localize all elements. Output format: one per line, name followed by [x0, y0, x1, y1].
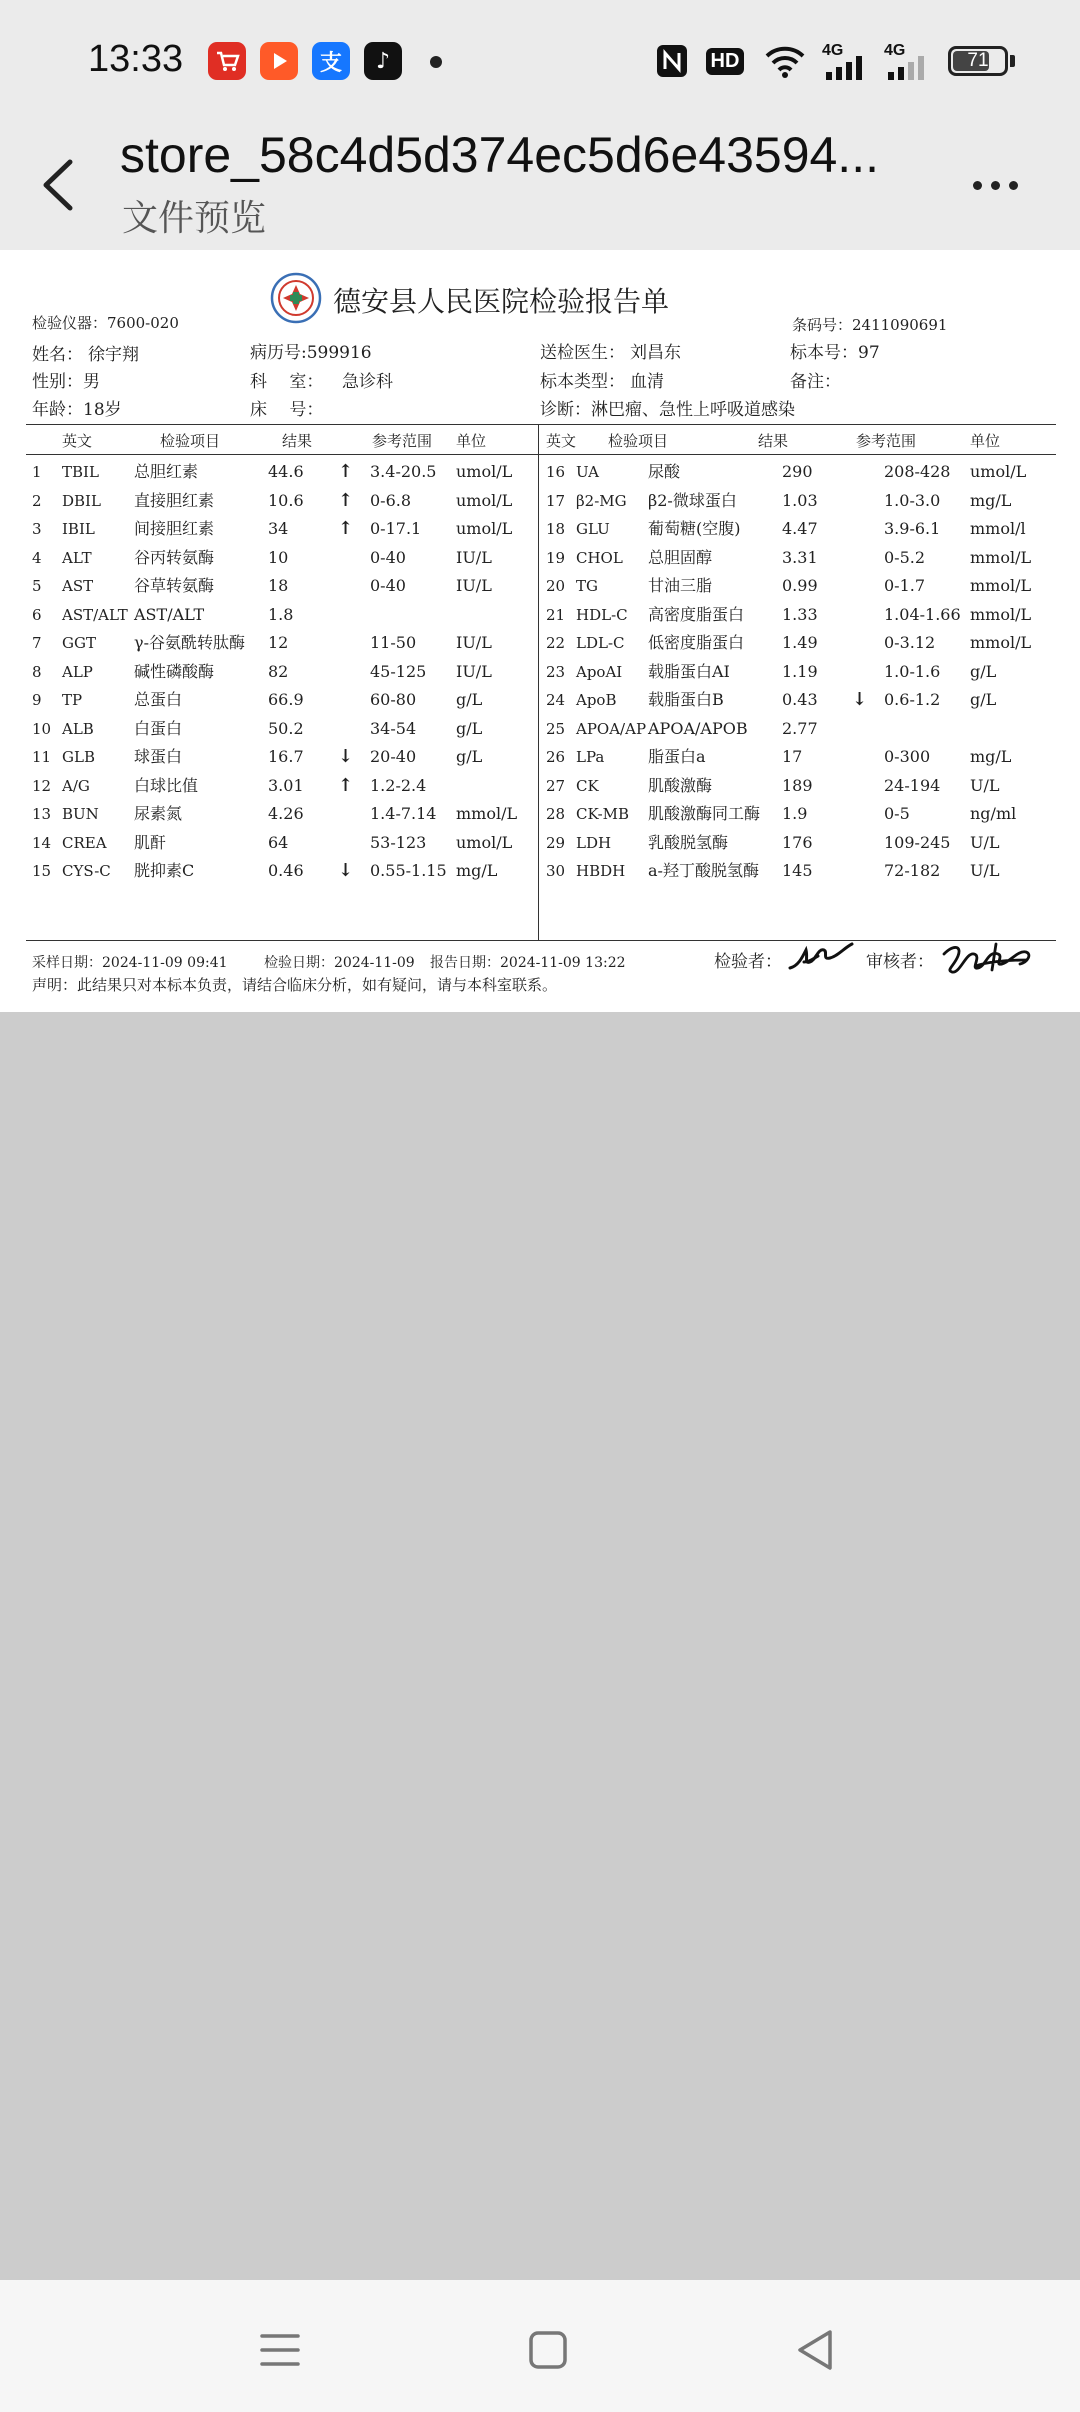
- table-row: [0, 772, 1080, 800]
- row-number: 22: [546, 634, 566, 652]
- sample-number: 标本号：97: [790, 343, 880, 363]
- row-item: 直接胆红素: [134, 490, 215, 510]
- row-item: 肌酸激酶: [648, 775, 713, 795]
- row-result: 176: [782, 832, 813, 852]
- report-date: 报告日期：2024-11-09 13:22: [430, 955, 626, 971]
- row-range: 0-1.7: [884, 576, 926, 595]
- row-number: 12: [32, 776, 52, 795]
- row-number: 25: [546, 719, 566, 738]
- row-number: 19: [546, 548, 566, 567]
- battery-cap: [1010, 55, 1015, 67]
- row-result: 64: [268, 832, 289, 852]
- row-result: 189: [782, 775, 813, 795]
- row-code: DBIL: [62, 491, 101, 510]
- row-result: 290: [782, 462, 813, 481]
- table-row: [0, 629, 1080, 657]
- row-flag: ↓: [338, 746, 354, 767]
- table-row: [0, 544, 1080, 572]
- barcode: 条码号：2411090691: [792, 316, 948, 334]
- row-unit: IU/L: [456, 576, 492, 595]
- row-result: 50.2: [268, 718, 304, 738]
- battery-text: 71: [967, 50, 989, 71]
- row-item: 载脂蛋白B: [648, 690, 724, 709]
- row-code: LDL-C: [576, 634, 625, 652]
- row-number: 30: [546, 862, 566, 880]
- row-result: 34: [268, 519, 289, 538]
- row-item: 球蛋白: [134, 747, 183, 766]
- row-item: 总胆固醇: [648, 547, 713, 567]
- row-code: UA: [576, 463, 600, 481]
- row-result: 2.77: [782, 718, 818, 738]
- row-number: 7: [32, 634, 42, 652]
- cell-signal-1-icon: [822, 42, 872, 80]
- row-number: 28: [546, 805, 566, 823]
- hd-voice-icon: [704, 42, 746, 80]
- row-number: 4: [32, 548, 42, 567]
- row-range: 0-5.2: [884, 547, 926, 567]
- back-button[interactable]: [30, 140, 90, 230]
- row-range: 0.55-1.15: [370, 861, 447, 880]
- row-number: 16: [546, 463, 566, 481]
- col-header-result: 结果: [758, 432, 789, 450]
- row-range: 208-428: [884, 462, 951, 481]
- shopping-cart-app-icon: [208, 42, 246, 80]
- reviewer-label: 审核者：: [866, 952, 934, 972]
- row-item: 低密度脂蛋白: [648, 633, 745, 652]
- row-code: ApoAI: [576, 662, 623, 681]
- row-code: GLB: [62, 748, 95, 766]
- row-code: IBIL: [62, 520, 95, 538]
- table-row: [0, 829, 1080, 857]
- row-item: 甘油三脂: [648, 576, 713, 595]
- row-unit: mmol/L: [456, 804, 518, 823]
- col-header-en: 英文: [62, 432, 93, 450]
- patient-gender: 性别：男: [32, 372, 100, 392]
- disclaimer: 声明：此结果只对本标本负责，请结合临床分析，如有疑问，请与本科室联系。: [32, 976, 558, 994]
- table-row: [0, 572, 1080, 600]
- row-range: 72-182: [884, 861, 941, 880]
- row-code: AST/ALT: [62, 605, 128, 624]
- instrument: 检验仪器：7600-020: [32, 314, 179, 332]
- row-result: 4.26: [268, 804, 304, 823]
- row-unit: IU/L: [456, 633, 492, 652]
- row-range: 0-300: [884, 747, 931, 766]
- row-code: β2-MG: [576, 491, 627, 510]
- row-unit: U/L: [970, 775, 1000, 795]
- wifi-icon: [762, 42, 808, 80]
- row-code: CYS-C: [62, 862, 111, 880]
- row-number: 15: [32, 862, 52, 880]
- row-item: 谷丙转氨酶: [134, 547, 215, 567]
- record-number: 病历号:599916: [250, 343, 372, 363]
- table-row: [0, 686, 1080, 714]
- table-row: [0, 458, 1080, 486]
- battery-icon: [948, 46, 1008, 76]
- row-number: 8: [32, 662, 42, 681]
- row-flag: ↓: [338, 860, 354, 881]
- table-row: [0, 743, 1080, 771]
- row-result: 16.7: [268, 747, 304, 766]
- row-unit: U/L: [970, 861, 1000, 880]
- table-row: [0, 715, 1080, 743]
- row-result: 12: [268, 633, 289, 652]
- row-range: 60-80: [370, 690, 417, 709]
- row-flag: ↓: [852, 689, 868, 710]
- row-item: a-羟丁酸脱氢酶: [648, 861, 759, 880]
- row-result: 3.31: [782, 547, 818, 567]
- row-result: 82: [268, 661, 289, 681]
- row-number: 23: [546, 662, 566, 681]
- table-row: [0, 857, 1080, 885]
- row-code: APOA/AP: [576, 719, 647, 738]
- row-code: ALB: [62, 719, 94, 738]
- more-dot-icon: [973, 181, 982, 190]
- row-item: 尿素氮: [134, 804, 183, 823]
- row-range: 0-40: [370, 547, 406, 567]
- row-range: 0-6.8: [370, 490, 412, 510]
- video-play-app-icon: [260, 42, 298, 80]
- row-flag: ↑: [338, 518, 354, 539]
- row-code: ALT: [62, 548, 92, 567]
- row-flag: ↑: [338, 774, 354, 796]
- table-header-rule: [26, 454, 1056, 455]
- row-code: LDH: [576, 833, 612, 852]
- more-options-button[interactable]: [960, 165, 1030, 205]
- row-unit: g/L: [456, 690, 483, 709]
- row-result: 0.46: [268, 861, 304, 880]
- patient-name-label: 姓名：: [32, 345, 83, 365]
- row-range: 3.9-6.1: [884, 519, 941, 538]
- row-result: 0.43: [782, 690, 818, 709]
- row-result: 1.19: [782, 661, 818, 681]
- row-unit: umol/L: [970, 462, 1027, 481]
- hospital-seal-logo: [270, 272, 322, 324]
- row-number: 26: [546, 748, 566, 766]
- row-unit: mg/L: [970, 747, 1012, 766]
- row-code: CK-MB: [576, 805, 630, 823]
- row-item: 脂蛋白a: [648, 747, 706, 766]
- clock: 13:33: [88, 38, 184, 80]
- doctor-label: 送检医生：: [540, 343, 625, 363]
- row-result: 18: [268, 576, 289, 595]
- row-range: 0-5: [884, 804, 910, 823]
- more-dot-icon: [991, 181, 1000, 190]
- patient-name: 徐宇翔: [88, 345, 139, 365]
- row-range: 45-125: [370, 661, 427, 681]
- table-row: [0, 515, 1080, 543]
- row-code: CREA: [62, 833, 107, 852]
- row-range: 1.0-1.6: [884, 661, 941, 681]
- system-nav-bar: [0, 2280, 1080, 2412]
- page-title: store_58c4d5d374ec5d6e43594...: [120, 127, 879, 183]
- doctor-name: 刘昌东: [630, 343, 681, 363]
- department: 急诊科: [342, 372, 393, 392]
- row-unit: mmol/L: [970, 547, 1032, 567]
- sample-date: 采样日期：2024-11-09 09:41: [32, 955, 228, 971]
- row-result: 1.9: [782, 804, 808, 823]
- bed-number: 床 号：: [250, 400, 324, 420]
- table-row: [0, 601, 1080, 629]
- row-result: 0.99: [782, 576, 818, 595]
- row-number: 24: [546, 691, 566, 709]
- row-range: 0.6-1.2: [884, 690, 941, 709]
- row-unit: ng/ml: [970, 804, 1017, 823]
- row-code: TG: [576, 577, 598, 595]
- row-result: 10: [268, 547, 289, 567]
- row-code: ALP: [62, 662, 93, 681]
- row-code: A/G: [62, 776, 90, 795]
- row-number: 20: [546, 577, 566, 595]
- row-item: β2-微球蛋白: [648, 490, 737, 510]
- department-label: 科 室：: [250, 372, 324, 392]
- row-item: 间接胆红素: [134, 519, 215, 538]
- hd-label: HD: [706, 48, 745, 75]
- more-dot-icon: [1009, 181, 1018, 190]
- row-result: 1.49: [782, 633, 818, 652]
- table-row: [0, 800, 1080, 828]
- row-result: 1.03: [782, 490, 818, 510]
- test-date: 检验日期：2024-11-09: [264, 955, 415, 971]
- row-range: 0-17.1: [370, 519, 422, 538]
- row-unit: mg/L: [456, 861, 498, 880]
- row-result: 1.33: [782, 604, 818, 624]
- col-header-en: 英文: [546, 432, 577, 450]
- notification-dot-icon: [430, 56, 442, 68]
- row-item: 肌酐: [134, 832, 167, 852]
- col-header-result: 结果: [282, 432, 313, 450]
- row-code: AST: [62, 577, 94, 595]
- row-unit: umol/L: [456, 462, 513, 481]
- col-header-unit: 单位: [970, 432, 1001, 450]
- row-unit: U/L: [970, 832, 1000, 852]
- row-range: 3.4-20.5: [370, 462, 437, 481]
- row-flag: ↑: [338, 489, 354, 511]
- row-range: 11-50: [370, 633, 417, 652]
- row-number: 17: [546, 491, 566, 510]
- alipay-app-icon: 支: [312, 42, 350, 80]
- row-item: 谷草转氨酶: [134, 576, 215, 595]
- row-item: 胱抑素C: [134, 861, 195, 880]
- row-code: BUN: [62, 805, 99, 823]
- row-number: 13: [32, 805, 52, 823]
- back-nav-button[interactable]: [786, 2320, 846, 2380]
- row-unit: g/L: [456, 718, 483, 738]
- cell-signal-2-icon: [884, 42, 934, 80]
- chevron-left-icon: [30, 140, 90, 230]
- row-item: 肌酸激酶同工酶: [648, 804, 761, 823]
- row-number: 29: [546, 833, 566, 852]
- row-item: 载脂蛋白AI: [648, 661, 730, 681]
- app-header: [0, 120, 1080, 250]
- row-item: 白球比值: [134, 775, 199, 795]
- row-item: 尿酸: [648, 462, 681, 481]
- row-code: GLU: [576, 520, 610, 538]
- col-header-range: 参考范围: [372, 432, 433, 450]
- row-range: 0-40: [370, 576, 406, 595]
- row-range: 20-40: [370, 747, 417, 766]
- row-number: 6: [32, 605, 42, 624]
- row-item: 白蛋白: [134, 718, 183, 738]
- tester-signature: [786, 940, 862, 976]
- col-header-unit: 单位: [456, 432, 487, 450]
- page-subtitle: 文件预览: [122, 198, 267, 239]
- row-result: 4.47: [782, 519, 818, 538]
- row-code: CHOL: [576, 548, 623, 567]
- tiktok-app-icon: ♪: [364, 42, 402, 80]
- row-range: 109-245: [884, 832, 951, 852]
- row-range: 1.2-2.4: [370, 775, 427, 795]
- row-number: 1: [32, 463, 42, 481]
- row-range: 24-194: [884, 775, 941, 795]
- row-code: GGT: [62, 634, 96, 652]
- row-item: 葡萄糖(空腹): [648, 519, 741, 538]
- row-unit: mmol/L: [970, 576, 1032, 595]
- menu-nav-button[interactable]: [250, 2320, 310, 2380]
- nfc-icon: [656, 42, 688, 80]
- row-item: 乳酸脱氢酶: [648, 832, 729, 852]
- row-unit: mmol/L: [970, 633, 1032, 652]
- row-number: 5: [32, 577, 42, 595]
- row-code: CK: [576, 776, 599, 795]
- row-result: 3.01: [268, 775, 304, 795]
- row-result: 44.6: [268, 462, 304, 481]
- sample-type: 血清: [630, 372, 664, 392]
- row-unit: mg/L: [970, 490, 1012, 510]
- row-item: γ-谷氨酰转肽酶: [134, 633, 245, 652]
- diagnosis: 诊断：淋巴瘤、急性上呼吸道感染: [540, 400, 795, 420]
- row-item: 总胆红素: [134, 462, 199, 481]
- reviewer-signature: [936, 936, 1046, 980]
- row-number: 18: [546, 520, 566, 538]
- row-code: ApoB: [576, 691, 617, 709]
- tester-label: 检验者：: [714, 952, 782, 972]
- network-1-label: 4G: [822, 42, 844, 59]
- col-header-item: 检验项目: [160, 432, 221, 450]
- row-result: 145: [782, 861, 813, 880]
- row-number: 21: [546, 605, 566, 624]
- row-number: 2: [32, 491, 42, 510]
- row-code: TBIL: [62, 463, 99, 481]
- row-unit: mmol/l: [970, 519, 1026, 538]
- report-document[interactable]: [0, 250, 1080, 1012]
- row-result: 17: [782, 747, 803, 766]
- row-unit: IU/L: [456, 547, 492, 567]
- row-item: AST/ALT: [134, 604, 205, 624]
- row-number: 14: [32, 833, 52, 852]
- row-item: 总蛋白: [134, 690, 183, 709]
- row-range: 1.04-1.66: [884, 604, 961, 624]
- row-item: 碱性磷酸酶: [134, 661, 215, 681]
- row-number: 27: [546, 776, 566, 795]
- row-unit: umol/L: [456, 519, 513, 538]
- row-number: 3: [32, 520, 42, 538]
- status-bar: [0, 0, 1080, 120]
- sample-type-label: 标本类型：: [540, 372, 625, 392]
- row-unit: g/L: [970, 690, 997, 709]
- remark-label: 备注：: [790, 372, 841, 392]
- row-unit: umol/L: [456, 490, 513, 510]
- row-number: 9: [32, 691, 42, 709]
- row-number: 11: [32, 748, 52, 766]
- table-bottom-rule: [26, 940, 1056, 941]
- col-header-range: 参考范围: [856, 432, 917, 450]
- row-range: 34-54: [370, 718, 417, 738]
- report-title: 德安县人民医院检验报告单: [333, 285, 670, 318]
- table-row: [0, 487, 1080, 515]
- row-number: 10: [32, 719, 52, 738]
- row-code: LPa: [576, 748, 605, 766]
- row-unit: mmol/L: [970, 604, 1032, 624]
- row-unit: umol/L: [456, 832, 513, 852]
- row-unit: IU/L: [456, 661, 492, 681]
- row-code: HDL-C: [576, 605, 628, 624]
- row-result: 10.6: [268, 490, 304, 510]
- row-code: TP: [62, 691, 83, 709]
- home-nav-button[interactable]: [518, 2320, 578, 2380]
- col-header-item: 检验项目: [608, 432, 669, 450]
- row-range: 0-3.12: [884, 633, 936, 652]
- row-range: 53-123: [370, 832, 427, 852]
- row-unit: g/L: [456, 747, 483, 766]
- row-item: 高密度脂蛋白: [648, 604, 745, 624]
- row-range: 1.4-7.14: [370, 804, 437, 823]
- row-range: 1.0-3.0: [884, 490, 941, 510]
- row-unit: g/L: [970, 661, 997, 681]
- table-row: [0, 658, 1080, 686]
- network-2-label: 4G: [884, 42, 906, 59]
- table-top-rule: [26, 424, 1056, 425]
- row-item: APOA/APOB: [648, 718, 748, 738]
- row-result: 66.9: [268, 690, 304, 709]
- row-result: 1.8: [268, 604, 294, 624]
- row-flag: ↑: [338, 461, 354, 482]
- patient-age: 年龄：18岁: [32, 400, 122, 420]
- row-code: HBDH: [576, 862, 626, 880]
